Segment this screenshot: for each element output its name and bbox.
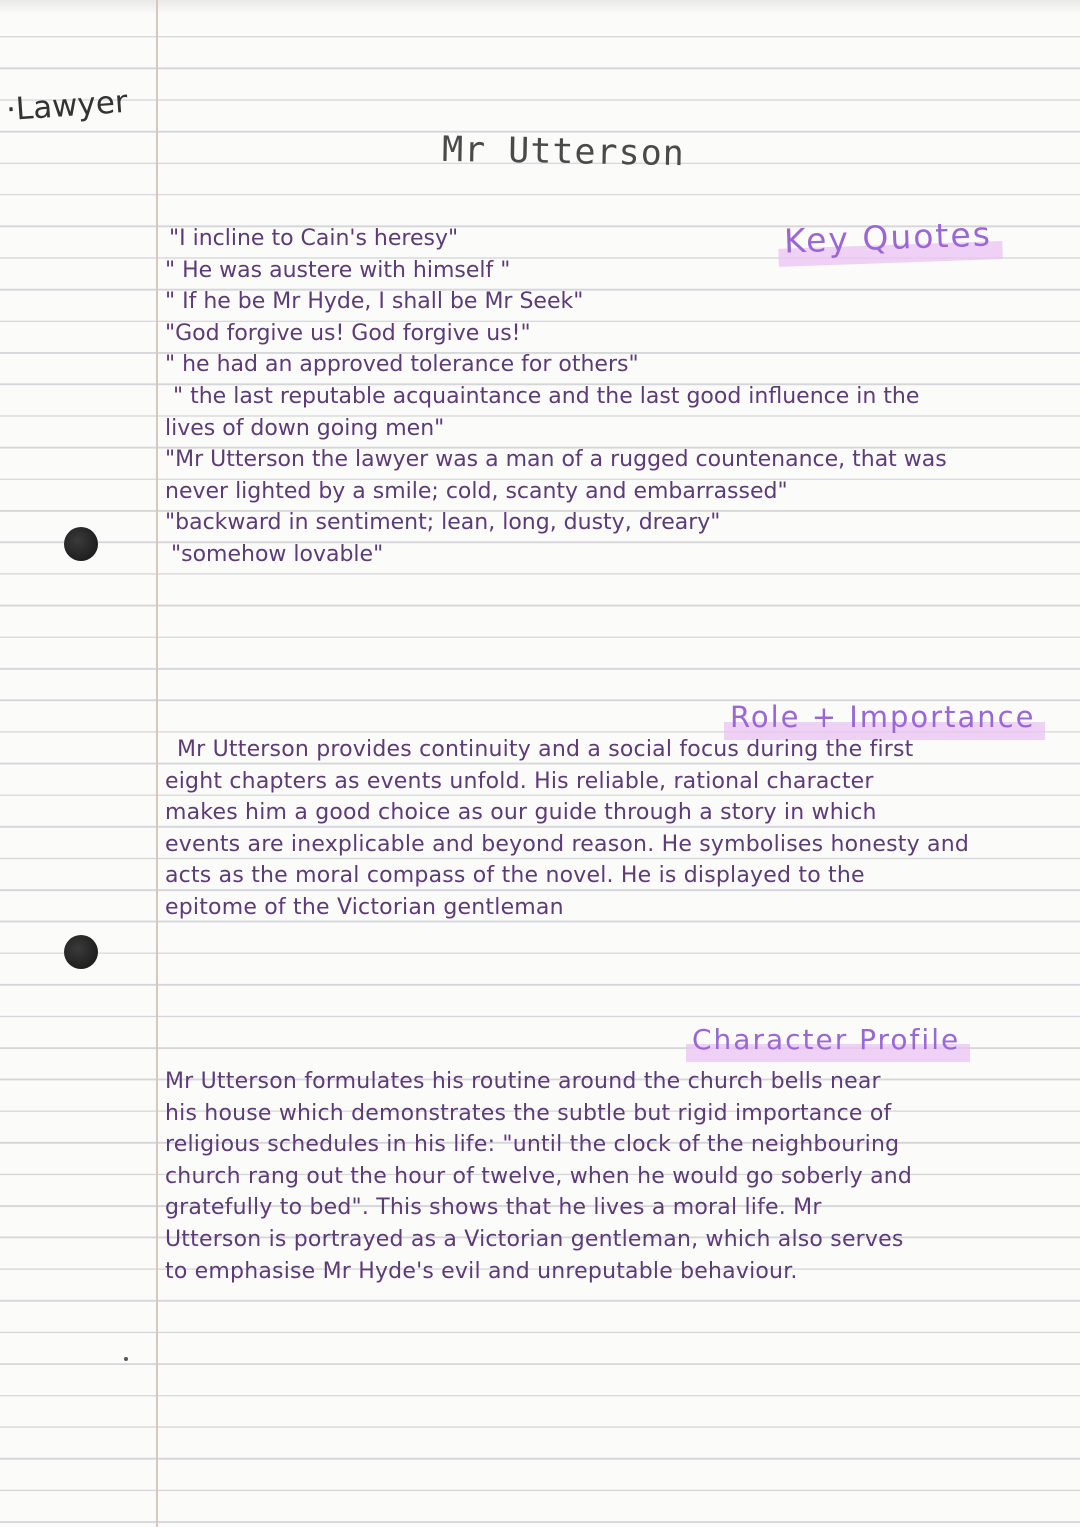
quote-line: "somehow lovable"	[171, 541, 384, 567]
quote-line: "God forgive us! God forgive us!"	[165, 320, 531, 346]
key-quotes-list	[165, 223, 1055, 571]
punch-hole-top	[64, 527, 98, 561]
paragraph-line: to emphasise Mr Hyde's evil and unreputable behaviour.	[165, 1258, 798, 1284]
paragraph-line: his house which demonstrates the subtle but rigid importance of	[165, 1100, 892, 1126]
quote-line: "Mr Utterson the lawyer was a man of a rugged countenance, that was	[165, 447, 947, 473]
margin-line	[156, 0, 158, 1527]
quote-line: lives of down going men"	[165, 415, 445, 441]
quote-line: "backward in sentiment; lean, long, dusty, dreary"	[165, 510, 721, 536]
quote-line: " he had an approved tolerance for others"	[165, 352, 639, 378]
paragraph-line: church rang out the hour of twelve, when he would go soberly and	[165, 1163, 913, 1189]
paragraph-line: epitome of the Victorian gentleman	[165, 894, 564, 920]
quote-line: never lighted by a smile; cold, scanty and embarrassed"	[165, 478, 788, 504]
paragraph-line: events are inexplicable and beyond reason. He symbolises honesty and	[165, 831, 970, 857]
paragraph-line: makes him a good choice as our guide through a story in which	[165, 800, 877, 826]
character-profile-heading	[692, 1023, 960, 1056]
paragraph-line: religious schedules in his life: "until the clock of the neighbouring	[165, 1132, 900, 1158]
paragraph-line: Mr Utterson formulates his routine around the church bells near	[165, 1069, 881, 1094]
quote-line: " He was austere with himself "	[165, 257, 511, 283]
paragraph-line: Utterson is portrayed as a Victorian gentleman, which also serves	[165, 1226, 904, 1252]
role-importance-heading-text: Role + Importance	[730, 700, 1036, 734]
quote-line: " the last reputable acquaintance and the last good influence in the	[173, 383, 920, 409]
paper-top-edge	[0, 0, 1080, 14]
margin-note: ·Lawyer	[4, 83, 129, 129]
quote-line: "I incline to Cain's heresy"	[169, 226, 459, 251]
role-importance-heading	[730, 700, 1035, 734]
paragraph-line: eight chapters as events unfold. His reliable, rational character	[165, 768, 874, 794]
punch-hole-bottom	[64, 935, 98, 969]
page-title: Mr Utterson	[441, 129, 686, 175]
key-quotes-heading-text: Key Quotes	[783, 214, 993, 261]
paragraph-line: gratefully to bed". This shows that he lives a moral life. Mr	[165, 1195, 822, 1221]
pen-mark	[124, 1357, 128, 1361]
character-profile-heading-text: Character Profile	[692, 1023, 961, 1056]
paragraph-line: Mr Utterson provides continuity and a social focus during the first	[177, 737, 914, 762]
role-importance-paragraph	[165, 734, 1055, 924]
character-profile-paragraph	[165, 1066, 1055, 1287]
paragraph-line: acts as the moral compass of the novel. He is displayed to the	[165, 863, 865, 889]
quote-line: " If he be Mr Hyde, I shall be Mr Seek"	[165, 289, 584, 315]
